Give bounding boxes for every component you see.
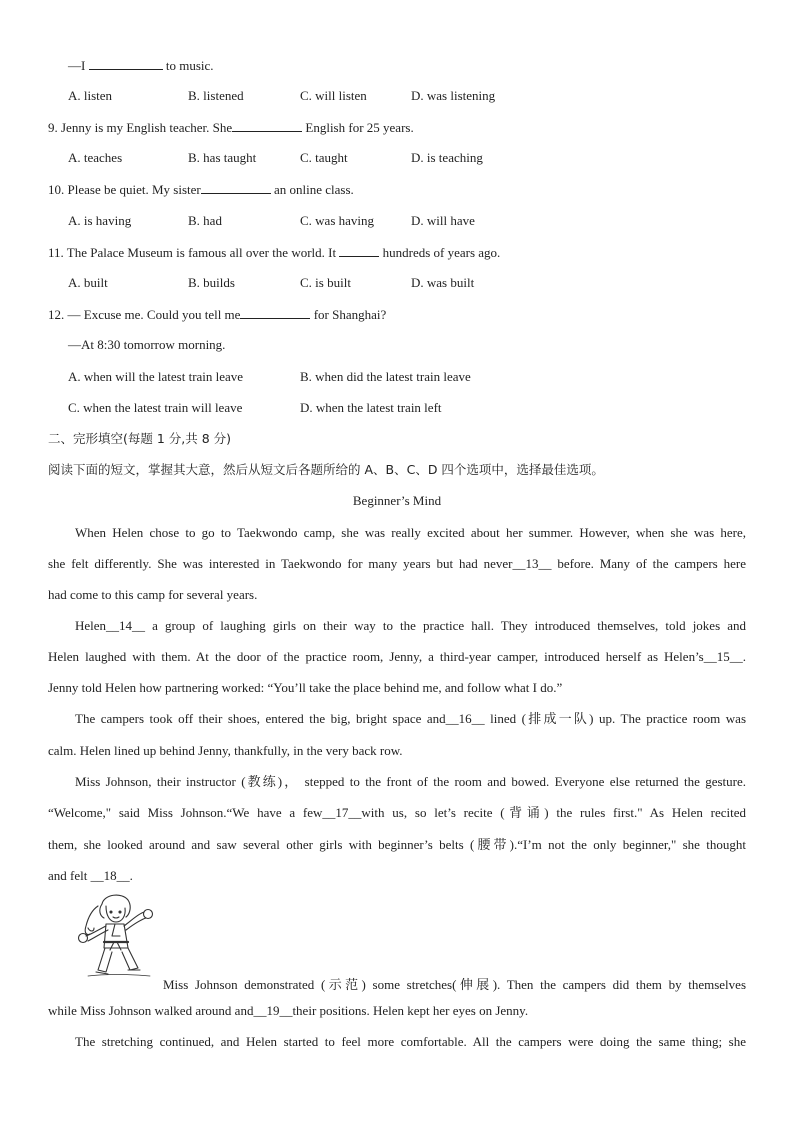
- q10-option-a: A. is having: [68, 213, 132, 228]
- q8-option-c: C. will listen: [300, 88, 367, 103]
- passage-line-15: The stretching continued, and Helen started to feel more comfortable. All the campers were doing the same thing; she: [75, 1034, 746, 1049]
- taekwondo-girl-drawing: [74, 890, 160, 982]
- q8-answer-line: [68, 57, 214, 74]
- q12-option-a: A. when will the latest train leave: [68, 369, 244, 384]
- passage-line-12: and felt __18__.: [48, 868, 133, 883]
- passage-line-3: had come to this camp for several years.: [48, 587, 258, 602]
- q12-stem-suffix: for Shanghai?: [313, 307, 387, 322]
- q11-option-b: B. builds: [188, 275, 235, 290]
- q10-stem: [48, 181, 354, 198]
- passage-line-1: When Helen chose to go to Taekwondo camp, she was really excited about her summer. However, when she was here,: [75, 525, 746, 540]
- q10-stem-suffix: an online class.: [273, 182, 354, 197]
- q8-answer-prefix: —I: [68, 58, 86, 73]
- q9-stem-suffix: English for 25 years.: [305, 120, 414, 135]
- q8-option-d: D. was listening: [411, 88, 496, 103]
- passage-line-8: calm. Helen lined up behind Jenny, thankfully, in the very back row.: [48, 743, 403, 758]
- passage-line-4: Helen__14__ a group of laughing girls on their way to the practice hall. They introduced themselves, told jokes and: [75, 618, 746, 633]
- q9-option-c: C. taught: [300, 150, 348, 165]
- q11-stem: [48, 244, 500, 261]
- q9-stem: [48, 119, 414, 136]
- passage-line-11: them, she looked around and saw several other girls with beginner’s belts (腰带).“I’m not the only beginner," she thought: [48, 837, 746, 852]
- q12-option-c: C. when the latest train will leave: [68, 400, 243, 415]
- q10-option-d: D. will have: [411, 213, 475, 228]
- q9-option-d: D. is teaching: [411, 150, 483, 165]
- q8-blank: [89, 57, 163, 70]
- q10-option-c: C. was having: [300, 213, 375, 228]
- q12-option-b: B. when did the latest train leave: [300, 369, 471, 384]
- q8-option-b: B. listened: [188, 88, 244, 103]
- passage-line-13: Miss Johnson demonstrated (示范) some stretches(伸展). Then the campers did them by themselves: [163, 977, 746, 992]
- taekwondo-girl-illustration: [74, 890, 160, 982]
- q10-blank: [201, 181, 271, 194]
- q8-answer-suffix: to music.: [165, 58, 214, 73]
- q9-stem-prefix: 9. Jenny is my English teacher. She: [48, 120, 233, 135]
- q9-option-a: A. teaches: [68, 150, 123, 165]
- q11-option-c: C. is built: [300, 275, 351, 290]
- q8-option-a: A. listen: [68, 88, 113, 103]
- q9-option-b: B. has taught: [188, 150, 257, 165]
- passage-line-7: The campers took off their shoes, entered the big, bright space and__16__ lined (排成一队) up. The practice room was: [75, 711, 746, 726]
- passage-title: Beginner’s Mind: [352, 493, 442, 508]
- q12-blank: [240, 306, 310, 319]
- section2-heading: 二、完形填空(每题 1 分,共 8 分): [48, 431, 232, 446]
- q10-stem-prefix: 10. Please be quiet. My sister: [48, 182, 201, 197]
- q11-stem-suffix: hundreds of years ago.: [382, 245, 501, 260]
- q12-stem: [48, 306, 386, 323]
- passage-line-2: she felt differently. She was interested in Taekwondo for many years but had never__13__ before. Many of the campers here: [48, 556, 746, 571]
- q12-reply: —At 8:30 tomorrow morning.: [68, 337, 226, 352]
- passage-line-9: Miss Johnson, their instructor (教练)， stepped to the front of the room and bowed. Everyone else returned the gesture.: [75, 774, 746, 789]
- passage-line-6: Jenny told Helen how partnering worked: “You’ll take the place behind me, and follow what I do.”: [48, 680, 563, 695]
- q10-option-b: B. had: [188, 213, 222, 228]
- q12-stem-prefix: 12. — Excuse me. Could you tell me: [48, 307, 241, 322]
- passage-line-10: “Welcome," said Miss Johnson.“We have a few__17__with us, so let’s recite (背诵) the rules first." As Helen recited: [48, 805, 746, 820]
- passage-line-5: Helen laughed with them. At the door of the practice room, Jenny, a third-year camper, introduced herself as Helen’s__15__.: [48, 649, 746, 664]
- section2-instruction: 阅读下面的短文，掌握其大意，然后从短文后各题所给的 A、B、C、D 四个选项中，选择最佳选项。: [48, 462, 604, 477]
- q11-option-d: D. was built: [411, 275, 475, 290]
- passage-line-14: while Miss Johnson walked around and__19__their positions. Helen kept her eyes on Jenny.: [48, 1003, 529, 1018]
- q9-blank: [232, 119, 302, 132]
- q11-option-a: A. built: [68, 275, 108, 290]
- q12-option-d: D. when the latest train left: [300, 400, 442, 415]
- q11-blank: [339, 244, 379, 257]
- q11-stem-prefix: 11. The Palace Museum is famous all over the world. It: [48, 245, 337, 260]
